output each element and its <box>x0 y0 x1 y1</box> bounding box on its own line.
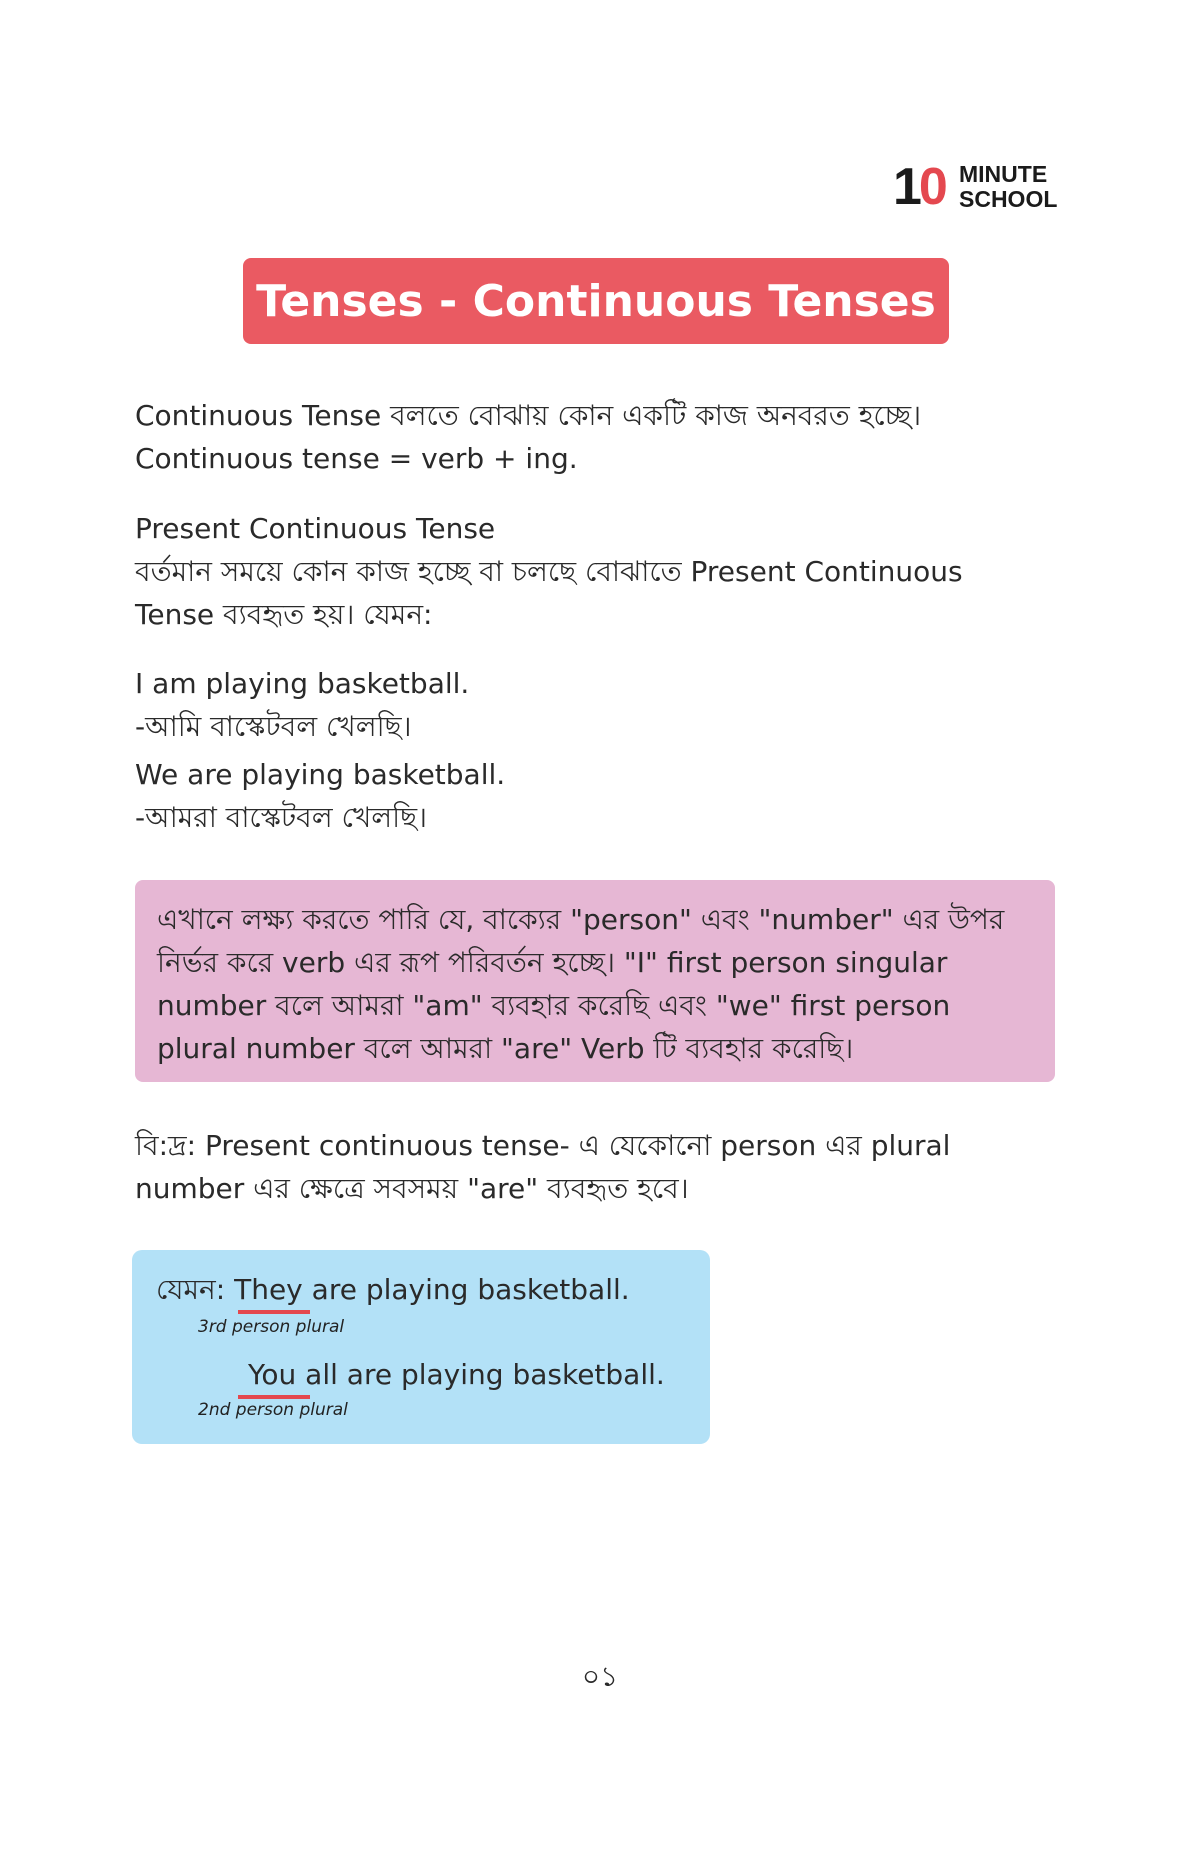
page-number: ০১ <box>581 1660 619 1693</box>
subject-underline <box>238 1395 310 1399</box>
subject-you: You <box>248 1358 297 1391</box>
remark-line: number এর ক্ষেত্রে সবসময় "are" ব্যবহৃত হবে। <box>135 1172 689 1205</box>
section-description-line: Tense ব্যবহৃত হয়। যেমন: <box>135 598 433 631</box>
example-prefix: যেমন: <box>156 1273 226 1306</box>
example-sentence-2 <box>248 1357 665 1393</box>
example-sentence-1 <box>156 1272 630 1308</box>
subject-caption: 2nd person plural <box>198 1400 348 1420</box>
remark-paragraph <box>135 1124 1065 1210</box>
subject-they: They <box>234 1273 303 1306</box>
example-english: I am playing basketball. <box>135 667 470 700</box>
example-box <box>132 1250 710 1444</box>
section-description-line: বর্তমান সময়ে কোন কাজ হচ্ছে বা চলছে বোঝাতে Present Continuous <box>135 555 963 588</box>
sentence-rest: are playing basketball. <box>311 1273 630 1306</box>
note-line: নির্ভর করে verb এর রূপ পরিবর্তন হচ্ছে। "I" first person singular <box>157 946 948 979</box>
logo-digit-one: 1 <box>893 158 919 216</box>
intro-paragraph <box>135 394 1065 480</box>
logo-wordmark <box>959 162 1057 212</box>
intro-formula: Continuous tense = verb + ing. <box>135 442 578 475</box>
note-line: number বলে আমরা "am" ব্যবহার করেছি এবং "we" first person <box>157 989 951 1022</box>
remark-line: বি:দ্র: Present continuous tense- এ যেকোনো person এর plural <box>135 1129 951 1162</box>
note-line: এখানে লক্ষ্য করতে পারি যে, বাক্যের "person" এবং "number" এর উপর <box>157 903 1005 936</box>
example-english: We are playing basketball. <box>135 758 506 791</box>
note-line: plural number বলে আমরা "are" Verb টি ব্যবহার করেছি। <box>157 1032 854 1065</box>
example-bangla: -আমি বাস্কেটবল খেলছি। <box>135 710 412 743</box>
example-1 <box>135 662 1065 748</box>
page-title: Tenses - Continuous Tenses <box>256 275 936 327</box>
subject-underline <box>238 1310 310 1314</box>
present-continuous-section <box>135 507 1065 636</box>
example-2 <box>135 753 1065 839</box>
note-box <box>135 880 1055 1082</box>
page-title-banner <box>243 258 949 344</box>
example-bangla: -আমরা বাস্কেটবল খেলছি। <box>135 801 428 834</box>
logo-word-minute: MINUTE <box>959 161 1048 187</box>
ten-minute-school-logo <box>893 158 1073 216</box>
sentence-rest: all are playing basketball. <box>305 1358 665 1391</box>
subject-caption: 3rd person plural <box>198 1317 345 1337</box>
section-heading: Present Continuous Tense <box>135 512 496 545</box>
intro-definition: Continuous Tense বলতে বোঝায় কোন একটি কাজ অনবরত হচ্ছে। <box>135 399 922 432</box>
logo-digit-zero: 0 <box>918 158 945 216</box>
logo-number <box>893 158 945 216</box>
logo-word-school: SCHOOL <box>959 186 1058 212</box>
